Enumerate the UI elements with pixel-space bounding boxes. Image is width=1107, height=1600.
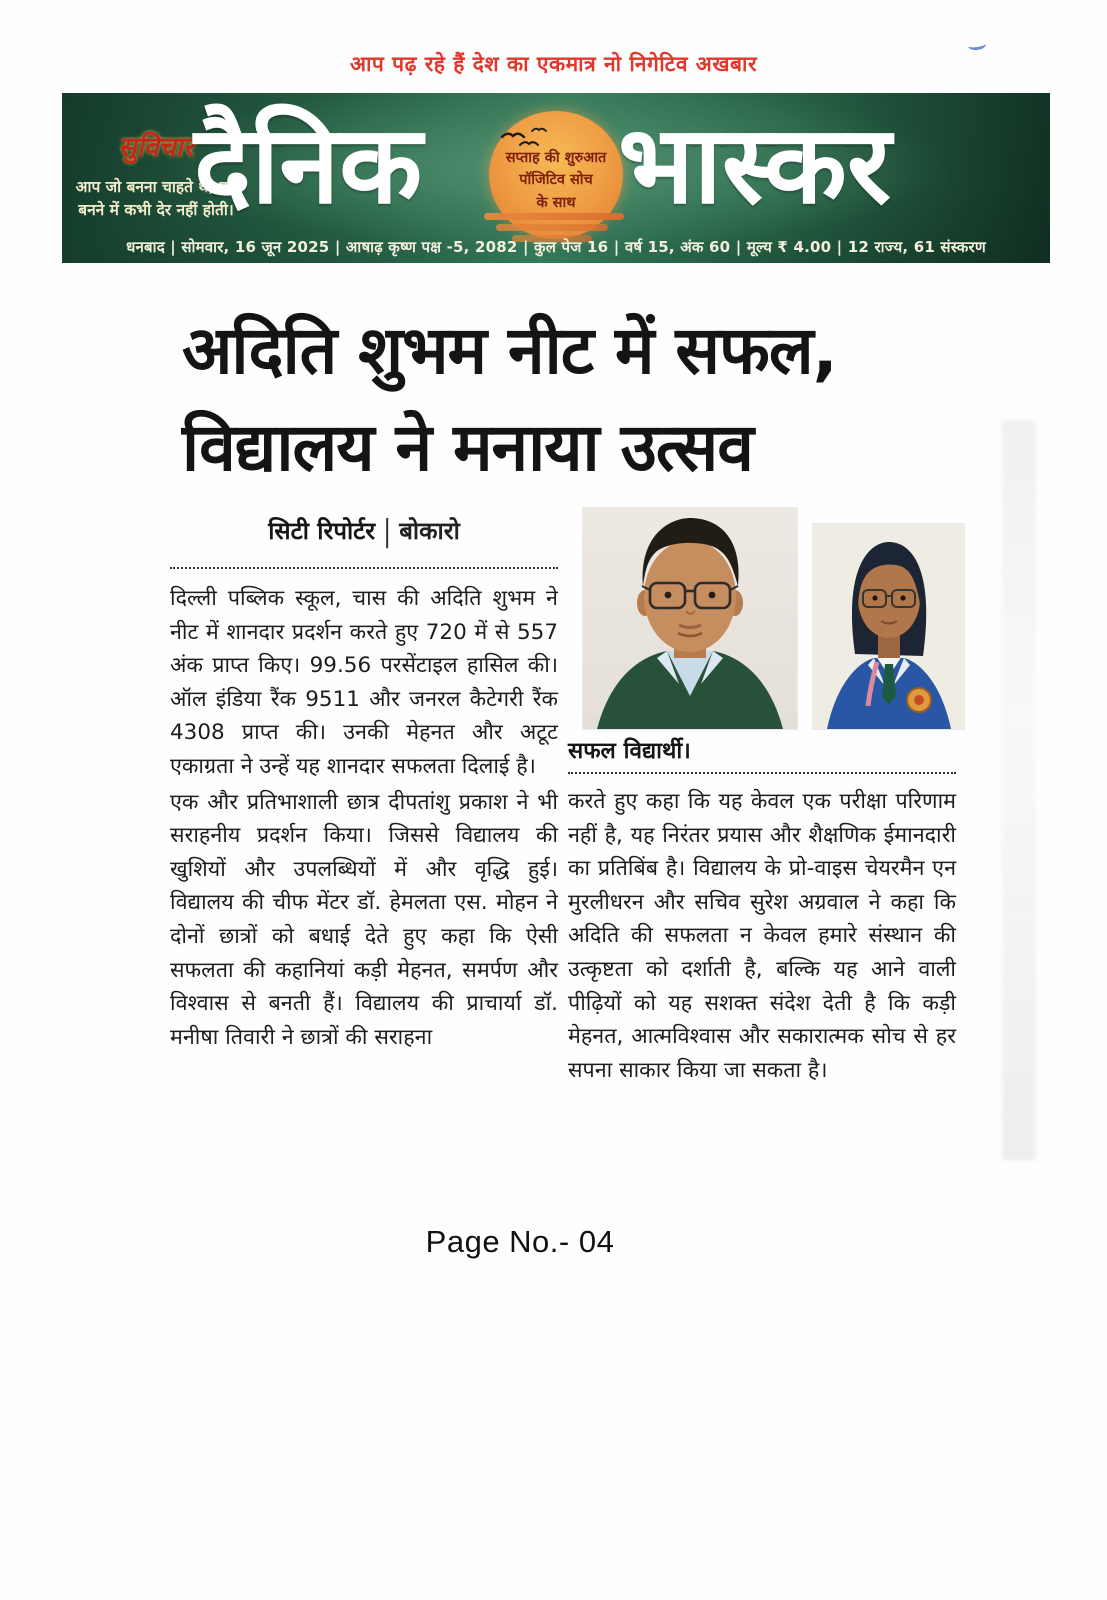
page-number: Page No.- 04: [425, 1224, 615, 1259]
byline-separator: |: [383, 513, 392, 549]
suvichar-quote: आप जो बनना चाहते थे, वह बनने में कभी देर नहीं होती।: [75, 178, 237, 220]
article-headline-line1: अदिति शुभम नीट में सफल,: [182, 312, 837, 389]
masthead-logo-dainik: दैनिक: [194, 103, 423, 228]
scan-streak: [1002, 420, 1036, 1160]
suvichar-title: सुविचार: [118, 132, 194, 163]
sun-text-line2: पॉजिटिव सोच: [519, 172, 593, 189]
newspaper-tagline: आप पढ़ रहे हैं देश का एकमात्र नो निगेटिव अखबार: [349, 52, 758, 76]
sun-logo-text: [482, 147, 630, 214]
edition-date-line: धनबाद | सोमवार, 16 जून 2025 | आषाढ़ कृष्ण पक्ष -5, 2082 | कुल पेज 16 | वर्ष 15, अंक 60 | मूल्य ₹ 4.00 | 12 राज्य, 61 संस्करण: [126, 238, 986, 256]
byline-divider: [170, 567, 558, 569]
masthead-logo-bhaskar: भास्कर: [618, 103, 892, 228]
sun-text-line1: सप्ताह की शुरुआत: [505, 150, 607, 166]
byline: [170, 514, 558, 547]
student-photo-girl: [813, 524, 964, 729]
article-paragraph: एक और प्रतिभाशाली छात्र दीपतांशु प्रकाश ने भी सराहनीय प्रदर्शन किया। जिससे विद्यालय की खुशियों और उपलब्धियों में और वृद्धि हुई। विद्यालय की चीफ मेंटर डॉ. हेमलता एस. मोहन ने दोनों छात्रों को बधाई देते हुए कहा कि ऐसी सफलता की कहानियां कड़ी मेहनत, समर्पण और विश्वास से बनती हैं। विद्यालय की प्राचार्या डॉ. मनीषा तिवारी ने छात्रों की सराहना: [170, 789, 558, 1050]
photo-caption: सफल विद्यार्थी।: [568, 738, 691, 764]
caption-divider: [568, 772, 956, 774]
masthead-banner: [62, 93, 1050, 263]
water-ripple-icon: [496, 224, 608, 231]
article-paragraph: करते हुए कहा कि यह केवल एक परीक्षा परिणाम नहीं है, यह निरंतर प्रयास और शैक्षणिक ईमानदारी का प्रतिबिंब है। विद्यालय के प्रो-वाइस चेयरमैन एन मुरलीधरन और सचिव सुरेश अग्रवाल ने कहा कि अदिति की सफलता न केवल हमारे संस्थान की उत्कृष्टता को दर्शाती है, बल्कि यह आने वाली पीढ़ियों को यह सशक्त संदेश देती है कि कड़ी मेहनत, आत्मविश्वास और सकारात्मक सोच से हर सपना साकार किया जा सकता है।: [568, 789, 956, 1083]
birds-icon: [498, 123, 552, 149]
byline-city: बोकारो: [399, 517, 460, 545]
article-column-2: [568, 785, 956, 1089]
byline-reporter: सिटी रिपोर्टर: [268, 517, 376, 545]
article-paragraph: दिल्ली पब्लिक स्कूल, चास की अदिति शुभम ने नीट में शानदार प्रदर्शन करते हुए 720 में से 557 अंक प्राप्त किए। 99.56 परसेंटाइल हासिल की। ऑल इंडिया रैंक 9511 और जनरल कैटेगरी रैंक 4308 प्राप्त की। उनकी मेहनत और अटूट एकाग्रता ने उन्हें यह शानदार सफलता दिलाई है।: [170, 586, 558, 779]
article-column-1: [170, 582, 558, 1056]
sun-logo: [482, 109, 630, 251]
article-headline-line2: विद्यालय ने मनाया उत्सव: [182, 409, 753, 486]
student-photo-boy: [583, 508, 797, 729]
sun-text-line3: के साथ: [536, 194, 576, 211]
